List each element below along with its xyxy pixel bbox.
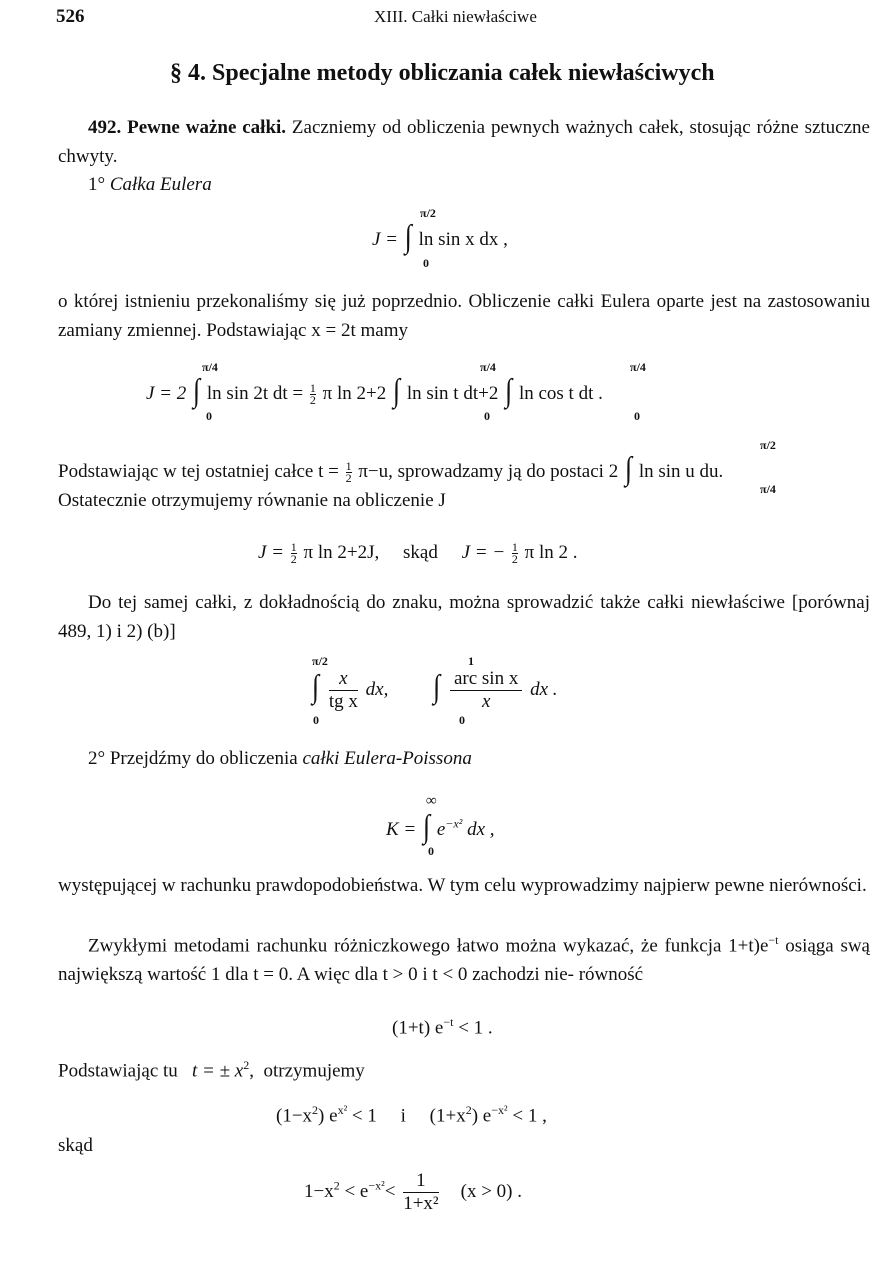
eq-term: < 1 . (458, 1017, 493, 1039)
eq-term: e (436, 819, 446, 840)
eq-term: < (384, 1180, 396, 1202)
skad-word: skąd (58, 1135, 93, 1156)
paragraph-text: pewne nierówności. (714, 875, 867, 896)
exponent: x² (337, 1103, 348, 1117)
paragraph-text: otrzymujemy (263, 1060, 365, 1082)
page-number: 526 (56, 6, 85, 27)
numerator: 1 (290, 540, 297, 555)
exponent: −x² (445, 816, 463, 831)
equation-poisson-integral (386, 808, 495, 845)
eq-term: ln cos t dt . (518, 383, 603, 404)
item-2-heading (88, 748, 472, 770)
paragraph-sign (58, 588, 870, 646)
upper-limit: 1 (468, 654, 474, 668)
upper-limit: ∞ (426, 793, 437, 809)
eq-term: π ln 2 . (524, 542, 578, 563)
denominator: 2 (309, 393, 316, 408)
eq-term: dx, (365, 678, 389, 700)
eq-term: t = ± x (192, 1060, 244, 1082)
eq-term: π ln 2+2 (322, 383, 387, 404)
equation-substitution (146, 372, 603, 409)
exponent: 2 (243, 1058, 250, 1072)
fraction-half (512, 542, 518, 565)
eq-body: ln sin x dx , (418, 229, 508, 250)
integral-sign: ∫ (193, 372, 201, 409)
eq-term: dx , (467, 819, 495, 840)
paragraph-492 (58, 113, 870, 171)
integral-sign: ∫ (505, 372, 513, 409)
eq-term: (1−x (276, 1105, 313, 1127)
item-marker: 1° (88, 174, 106, 195)
fraction (403, 1170, 438, 1215)
numerator: 1 (309, 381, 316, 396)
eq-term: 1−x (304, 1180, 334, 1202)
integral-sign: ∫ (423, 808, 431, 845)
lower-limit: 0 (428, 844, 434, 858)
eq-term: < 1 , (512, 1105, 547, 1127)
integral-sign: ∫ (312, 668, 320, 705)
paragraph-text: osiąga swą największą wartość 1 dla t = 0. A więc dla t > 0 i t < 0 zachodzi nie- (58, 935, 870, 986)
running-header (56, 6, 853, 28)
eq-condition: (x > 0) . (460, 1180, 523, 1202)
eq-term: J = (258, 542, 285, 563)
fraction-half (346, 461, 352, 484)
paragraph-heading: Pewne ważne całki. (127, 117, 287, 138)
numerator: 1 (345, 459, 352, 474)
exponent: −t (443, 1015, 454, 1029)
equation-two-inequalities (276, 1103, 547, 1127)
item-title: całki Eulera-Poissona (302, 748, 472, 769)
denominator: x (481, 691, 491, 712)
lower-limit: 0 (313, 713, 319, 727)
upper-limit: π/4 (480, 360, 496, 374)
lower-limit: 0 (206, 409, 212, 423)
lower-limit: 0 (634, 409, 640, 423)
eq-lhs: K = (386, 819, 417, 840)
paragraph-text: na zastosowaniu zamiany zmiennej. Podstawiając x = 2t mamy (58, 291, 870, 341)
item-marker: 2° (88, 748, 106, 769)
paragraph-text: Zwykłymi metodami rachunku różniczkowego łatwo można wykazać, że funkcja (88, 935, 722, 957)
eq-term: ln sin t dt+2 (406, 383, 499, 404)
denominator: 2 (290, 552, 297, 567)
paragraph-existence (58, 287, 870, 345)
paragraph-text: Zaczniemy od obliczenia pewnych ważnych całek, stosując (291, 117, 751, 138)
section-title: § 4. Specjalne metody obliczania całek niewłaściwych (170, 60, 715, 86)
paragraph-substitution (58, 450, 724, 487)
lower-limit: 0 (423, 256, 429, 270)
paragraph-text: występującej w rachunku prawdopodobieństwa. W tym celu wyprowadzimy najpierw (58, 875, 710, 896)
lower-limit: π/4 (760, 482, 776, 496)
paragraph-differential (58, 926, 870, 989)
integral-sign: ∫ (624, 450, 633, 487)
equation-solution (258, 542, 578, 565)
fraction-half (310, 383, 316, 406)
numerator: 1 (511, 540, 518, 555)
equation-euler-integral (372, 218, 508, 255)
eq-term: (1+t) e (392, 1017, 444, 1039)
eq-term: < 1 (351, 1105, 377, 1127)
denominator: 1+x² (403, 1193, 439, 1214)
item-1-heading (88, 174, 212, 196)
exponent: 2 (465, 1103, 472, 1117)
eq-conjunction: i (400, 1105, 406, 1127)
denominator: 2 (345, 471, 352, 486)
equation-bounds (304, 1170, 522, 1215)
upper-limit: π/2 (420, 206, 436, 220)
eq-term: ln sin 2t dt = (206, 383, 304, 404)
paragraph-number: 492. (88, 117, 122, 138)
eq-lhs: J = 2 (146, 383, 187, 404)
eq-term: dx . (530, 678, 558, 700)
fraction (329, 668, 358, 713)
exponent: −t (768, 933, 779, 947)
eq-term: π ln 2+2J, (303, 542, 380, 563)
paragraph-final-equation: Ostatecznie otrzymujemy równanie na obliczenie J (58, 490, 446, 511)
item-title: Całka Eulera (109, 174, 212, 195)
paragraph-text: Do tej samej całki, z dokładnością do znaku, można sprowadzić także całki niewłaściwe (88, 592, 785, 613)
paragraph-text: o której istnieniu przekonaliśmy się już poprzednio. Obliczenie całki Eulera oparte jest (58, 291, 737, 312)
eq-conjunction: skąd (403, 542, 438, 563)
paragraph-probability (58, 871, 870, 900)
eq-term: (1+x (429, 1105, 466, 1127)
paragraph-text: ln sin u du. (638, 461, 724, 482)
denominator: tg x (328, 691, 358, 712)
eq-lhs: J = (372, 229, 399, 250)
eq-term: < e (344, 1180, 369, 1202)
upper-limit: π/2 (760, 438, 776, 452)
fraction-half (291, 542, 297, 565)
paragraph-text: różne sztuczne chwyty. (58, 117, 870, 167)
upper-limit: π/4 (630, 360, 646, 374)
numerator: 1 (403, 1170, 438, 1193)
numerator: x (329, 668, 358, 691)
chapter-title: XIII. Całki niewłaściwe (374, 7, 537, 26)
equation-inequality (392, 1015, 493, 1039)
paragraph-substitute-t (58, 1058, 365, 1082)
integral-sign: ∫ (392, 372, 401, 409)
lower-limit: 0 (484, 409, 490, 423)
paragraph-text: równość (578, 964, 644, 986)
upper-limit: π/2 (312, 654, 328, 668)
paragraph-text: Podstawiając w tej ostatniej całce t = (58, 461, 339, 482)
paragraph-text: Podstawiając tu (58, 1060, 178, 1082)
exponent: 2 (312, 1103, 319, 1117)
eq-term: ) e (471, 1105, 492, 1127)
fraction (450, 668, 522, 713)
exponent: 2 (333, 1178, 340, 1193)
exponent: −x² (368, 1178, 385, 1193)
lower-limit: 0 (459, 713, 465, 727)
paragraph-text: , (249, 1060, 254, 1082)
paragraph-text: [porównaj 489, 1) i 2) (b)] (58, 592, 871, 642)
paragraph-text: π−u, sprowadzamy ją do postaci 2 (358, 461, 619, 482)
upper-limit: π/4 (202, 360, 218, 374)
eq-term: ) e (318, 1105, 338, 1127)
denominator: 2 (511, 552, 518, 567)
paragraph-text: Przejdźmy do obliczenia (109, 748, 298, 769)
eq-term: J = − (461, 542, 506, 563)
exponent: −x² (491, 1103, 508, 1117)
numerator: arc sin x (450, 668, 522, 691)
paragraph-text: 1+t)e (728, 935, 769, 957)
equation-related-integrals (310, 668, 558, 713)
integral-sign: ∫ (404, 218, 412, 255)
integral-sign: ∫ (433, 668, 441, 705)
